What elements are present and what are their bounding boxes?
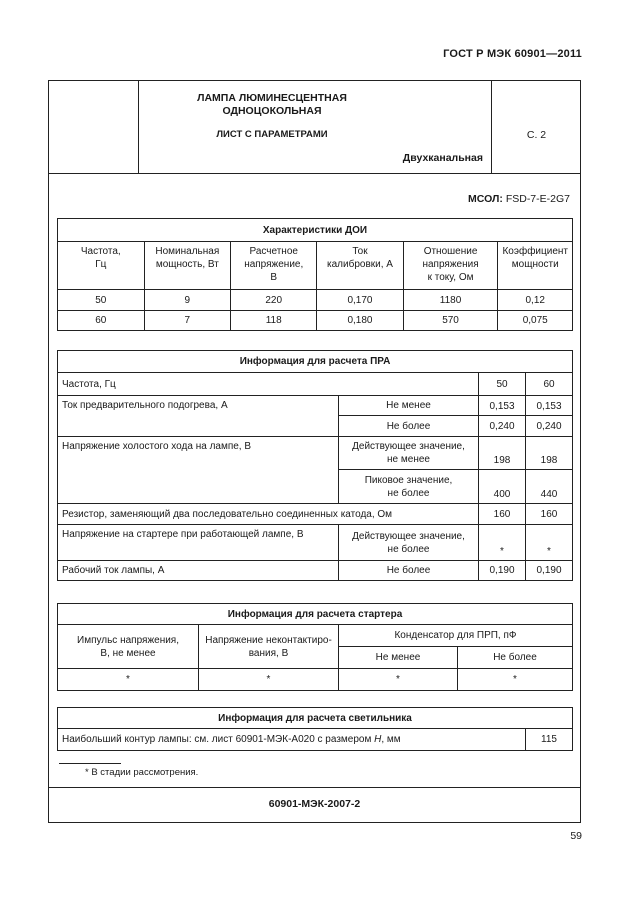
pra-ocv-rms-60: 198 [526,437,573,470]
starter-col-capacitor: Конденсатор для ПРП, пФ [339,625,573,647]
doi-title: Характеристики ДОИ [58,219,573,242]
mcol-designation [468,193,570,205]
luminaire-contour-value: 115 [526,729,573,751]
doi-header-voltage: Расчетное напряжение, В [231,242,317,290]
mcol-value: FSD-7-E-2G7 [505,193,570,205]
pra-preheat-max-label: Не более [339,416,479,437]
starter-table [57,603,573,691]
pra-ocv-label: Напряжение холостого хода на лампе, В [58,437,339,504]
table-cell: 0,180 [317,311,403,331]
pra-starter-voltage-condition: Действующее значение, не более [339,525,479,561]
page-frame [48,80,581,823]
pra-ocv-rms-condition: Действующее значение, не менее [339,437,479,470]
doi-header-ratio: Отношение напряжения к току, Ом [403,242,498,290]
footnote: * В стадии рассмотрения. [85,767,199,778]
pra-resistor-50: 160 [479,504,526,525]
luminaire-table [57,707,573,751]
pra-ocv-peak-condition: Пиковое значение, не более [339,470,479,504]
starter-capacitor-max: Не более [458,647,573,669]
table-cell: 7 [144,311,230,331]
table-cell: 60 [58,311,145,331]
pra-table [57,350,573,581]
starter-capacitor-min: Не менее [339,647,458,669]
table-cell: * [58,669,199,691]
pra-frequency-50: 50 [479,373,526,396]
sheet-page: С. 2 [526,129,547,141]
pra-ocv-peak-60: 440 [526,470,573,504]
pra-preheat-min-60: 0,153 [526,396,573,416]
table-cell: 50 [58,290,145,311]
pra-starter-voltage-60: * [526,525,573,561]
table-cell: 0,075 [498,311,573,331]
pra-preheat-max-50: 0,240 [479,416,526,437]
title-block-divider [49,173,580,174]
pra-resistor-label: Резистор, заменяющий два последовательно соединенных катода, Ом [58,504,479,525]
footer-divider [49,787,580,788]
doi-table [57,218,573,331]
sheet-code: 60901-МЭК-2007-2 [268,798,361,810]
pra-current-condition: Не более [339,561,479,581]
starter-col-pulse: Импульс напряжения, В, не менее [58,625,199,669]
pra-ocv-rms-50: 198 [479,437,526,470]
pra-current-60: 0,190 [526,561,573,581]
footnote-rule [59,763,121,764]
pra-current-label: Рабочий ток лампы, А [58,561,339,581]
table-cell: 9 [144,290,230,311]
pra-starter-voltage-label: Напряжение на стартере при работающей лампе, В [58,525,339,561]
doi-header-current: Ток калибровки, А [317,242,403,290]
table-cell: * [458,669,573,691]
pra-current-50: 0,190 [479,561,526,581]
doi-header-power: Номинальная мощность, Вт [144,242,230,290]
standard-header: ГОСТ Р МЭК 60901—2011 [443,48,582,60]
pra-resistor-60: 160 [526,504,573,525]
doi-header-power-factor: Коэффициент мощности [498,242,573,290]
luminaire-contour-label: Наибольший контур лампы: см. лист 60901-МЭК-А020 с размером H, мм [58,729,526,751]
pra-title: Информация для расчета ПРА [58,351,573,373]
lamp-type: Двухканальная [402,152,483,164]
lamp-title-line-2: ОДНОЦОКОЛЬНАЯ [222,105,322,117]
pra-frequency-60: 60 [526,373,573,396]
pra-preheat-label: Ток предварительного подогрева, А [58,396,339,437]
table-row [58,669,573,691]
pra-ocv-peak-50: 400 [479,470,526,504]
sheet-title: ЛИСТ С ПАРАМЕТРАМИ [216,129,328,140]
starter-col-nonoperating: Напряжение неконтактиро- вания, В [199,625,339,669]
table-cell: 0,170 [317,290,403,311]
mcol-label: МСОЛ: [468,193,503,205]
pra-frequency-label: Частота, Гц [58,373,479,396]
starter-title: Информация для расчета стартера [58,604,573,625]
pra-preheat-min-50: 0,153 [479,396,526,416]
pra-preheat-min-label: Не менее [339,396,479,416]
table-cell: 220 [231,290,317,311]
table-row [58,311,573,331]
table-cell: * [199,669,339,691]
table-cell: 570 [403,311,498,331]
table-cell: 0,12 [498,290,573,311]
lamp-title-line-1: ЛАМПА ЛЮМИНЕСЦЕНТНАЯ [197,92,347,104]
pra-preheat-max-60: 0,240 [526,416,573,437]
page-number: 59 [570,830,582,842]
table-row [58,290,573,311]
luminaire-title: Информация для расчета светильника [58,708,573,729]
table-cell: 118 [231,311,317,331]
table-cell: * [339,669,458,691]
pra-starter-voltage-50: * [479,525,526,561]
doi-header-frequency: Частота, Гц [58,242,145,290]
table-cell: 1180 [403,290,498,311]
title-block-right-line [491,81,492,173]
lamp-title [139,92,405,118]
